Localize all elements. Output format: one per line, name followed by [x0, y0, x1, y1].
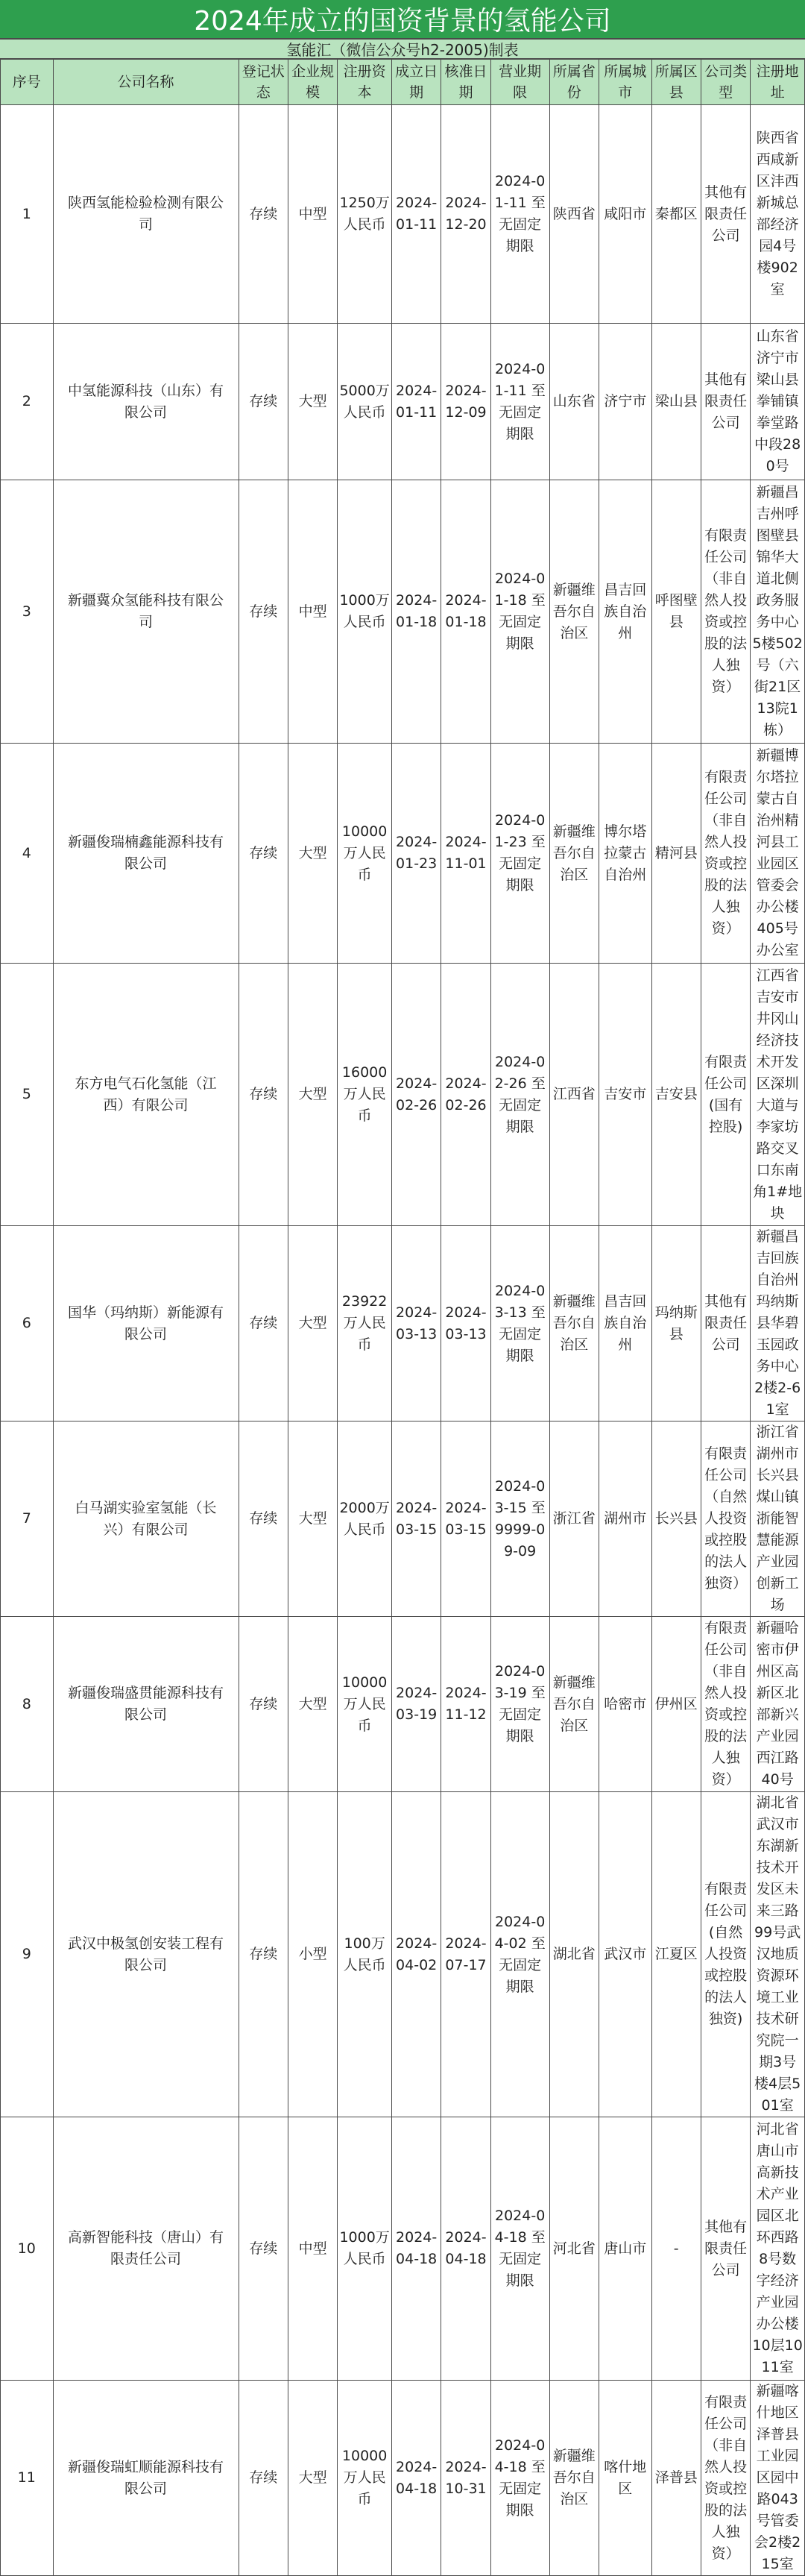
cell-approved: 2024-03-13	[441, 1226, 490, 1421]
table-row	[1, 1226, 805, 1421]
cell-city: 咸阳市	[599, 105, 651, 324]
col-header-approved: 核准日期	[441, 60, 490, 105]
cell-status: 存续	[239, 2381, 288, 2576]
cell-province: 新疆维吾尔自治区	[549, 1226, 599, 1421]
cell-name: 国华（玛纳斯）新能源有限公司	[53, 1226, 239, 1421]
col-header-province: 所属省份	[549, 60, 599, 105]
cell-capital: 10000万人民币	[338, 744, 392, 964]
cell-approved: 2024-02-26	[441, 964, 490, 1226]
cell-status: 存续	[239, 105, 288, 324]
cell-approved: 2024-03-15	[441, 1421, 490, 1617]
cell-district: 泽普县	[651, 2381, 701, 2576]
cell-founded: 2024-01-11	[391, 324, 441, 480]
table-row	[1, 2117, 805, 2381]
cell-no: 2	[1, 324, 54, 480]
cell-district: 精河县	[651, 744, 701, 964]
cell-scale: 大型	[288, 744, 337, 964]
cell-no: 7	[1, 1421, 54, 1617]
cell-status: 存续	[239, 480, 288, 744]
cell-city: 唐山市	[599, 2117, 651, 2381]
cell-term: 2024-03-19 至 无固定期限	[490, 1617, 549, 1792]
cell-approved: 2024-12-09	[441, 324, 490, 480]
cell-capital: 16000万人民币	[338, 964, 392, 1226]
table-title: 2024年成立的国资背景的氢能公司	[0, 0, 805, 40]
cell-founded: 2024-01-23	[391, 744, 441, 964]
cell-address: 新疆哈密市伊州区高新区北部新兴产业园西江路40号	[751, 1617, 805, 1792]
cell-name: 高新智能科技（唐山）有限责任公司	[53, 2117, 239, 2381]
col-header-city: 所属城市	[599, 60, 651, 105]
cell-scale: 中型	[288, 480, 337, 744]
cell-province: 浙江省	[549, 1421, 599, 1617]
cell-capital: 1000万人民币	[338, 480, 392, 744]
cell-term: 2024-04-18 至 无固定期限	[490, 2381, 549, 2576]
cell-scale: 大型	[288, 1421, 337, 1617]
cell-address: 江西省吉安市井冈山经济技术开发区深圳大道与李家坊路交叉口东南角1#地块	[751, 964, 805, 1226]
cell-province: 新疆维吾尔自治区	[549, 2381, 599, 2576]
cell-founded: 2024-04-18	[391, 2117, 441, 2381]
cell-address: 新疆喀什地区泽普县工业园区园中路043号管委会2楼215室	[751, 2381, 805, 2576]
cell-name: 武汉中极氢创安装工程有限公司	[53, 1792, 239, 2117]
cell-capital: 23922万人民币	[338, 1226, 392, 1421]
col-header-district: 所属区县	[651, 60, 701, 105]
cell-approved: 2024-07-17	[441, 1792, 490, 2117]
cell-name: 新疆俊瑞虹顺能源科技有限公司	[53, 2381, 239, 2576]
cell-capital: 1000万人民币	[338, 2117, 392, 2381]
cell-founded: 2024-03-19	[391, 1617, 441, 1792]
cell-founded: 2024-04-02	[391, 1792, 441, 2117]
cell-founded: 2024-03-13	[391, 1226, 441, 1421]
cell-status: 存续	[239, 1617, 288, 1792]
cell-term: 2024-01-11 至 无固定期限	[490, 105, 549, 324]
cell-term: 2024-01-23 至 无固定期限	[490, 744, 549, 964]
cell-province: 江西省	[549, 964, 599, 1226]
cell-scale: 中型	[288, 2117, 337, 2381]
cell-address: 山东省济宁市梁山县拳铺镇拳堂路中段280号	[751, 324, 805, 480]
table-row	[1, 324, 805, 480]
cell-no: 4	[1, 744, 54, 964]
cell-founded: 2024-01-18	[391, 480, 441, 744]
table-row	[1, 1421, 805, 1617]
table-row	[1, 1617, 805, 1792]
cell-city: 济宁市	[599, 324, 651, 480]
cell-capital: 1250万人民币	[338, 105, 392, 324]
cell-name: 白马湖实验室氢能（长兴）有限公司	[53, 1421, 239, 1617]
cell-term: 2024-01-11 至 无固定期限	[490, 324, 549, 480]
col-header-no: 序号	[1, 60, 54, 105]
col-header-address: 注册地址	[751, 60, 805, 105]
cell-no: 11	[1, 2381, 54, 2576]
cell-founded: 2024-01-11	[391, 105, 441, 324]
cell-status: 存续	[239, 964, 288, 1226]
cell-district: 长兴县	[651, 1421, 701, 1617]
cell-type: 有限责任公司（自然人投资或控股的法人独资）	[701, 1421, 750, 1617]
cell-no: 1	[1, 105, 54, 324]
cell-type: 其他有限责任公司	[701, 2117, 750, 2381]
table-subtitle: 氢能汇（微信公众号h2-2005)制表	[0, 40, 805, 59]
cell-address: 新疆昌吉回族自治州玛纳斯县华碧玉园政务中心2楼2-61室	[751, 1226, 805, 1421]
cell-type: 有限责任公司(国有控股)	[701, 964, 750, 1226]
cell-address: 新疆昌吉州呼图壁县锦华大道北侧政务服务中心5楼502号（六街21区13院1栋）	[751, 480, 805, 744]
col-header-scale: 企业规模	[288, 60, 337, 105]
cell-term: 2024-03-15 至 9999-09-09	[490, 1421, 549, 1617]
header-row	[1, 60, 805, 105]
cell-term: 2024-02-26 至 无固定期限	[490, 964, 549, 1226]
cell-approved: 2024-04-18	[441, 2117, 490, 2381]
cell-city: 武汉市	[599, 1792, 651, 2117]
col-header-name: 公司名称	[53, 60, 239, 105]
cell-capital: 10000万人民币	[338, 1617, 392, 1792]
cell-no: 5	[1, 964, 54, 1226]
col-header-type: 公司类型	[701, 60, 750, 105]
cell-city: 博尔塔拉蒙古自治州	[599, 744, 651, 964]
table-row	[1, 105, 805, 324]
col-header-founded: 成立日期	[391, 60, 441, 105]
cell-status: 存续	[239, 1792, 288, 2117]
cell-scale: 大型	[288, 1226, 337, 1421]
cell-status: 存续	[239, 2117, 288, 2381]
cell-term: 2024-01-18 至 无固定期限	[490, 480, 549, 744]
cell-address: 浙江省湖州市长兴县煤山镇浙能智慧能源产业园创新工场	[751, 1421, 805, 1617]
cell-city: 湖州市	[599, 1421, 651, 1617]
cell-founded: 2024-02-26	[391, 964, 441, 1226]
cell-type: 其他有限责任公司	[701, 105, 750, 324]
cell-type: 有限责任公司（非自然人投资或控股的法人独资）	[701, 2381, 750, 2576]
cell-status: 存续	[239, 324, 288, 480]
table-row	[1, 2381, 805, 2576]
cell-district: 呼图壁县	[651, 480, 701, 744]
cell-type: 有限责任公司（非自然人投资或控股的法人独资）	[701, 480, 750, 744]
cell-status: 存续	[239, 1421, 288, 1617]
cell-scale: 中型	[288, 105, 337, 324]
cell-district: 伊州区	[651, 1617, 701, 1792]
cell-status: 存续	[239, 1226, 288, 1421]
cell-no: 8	[1, 1617, 54, 1792]
cell-district: 江夏区	[651, 1792, 701, 2117]
cell-capital: 5000万人民币	[338, 324, 392, 480]
cell-term: 2024-03-13 至 无固定期限	[490, 1226, 549, 1421]
cell-type: 有限责任公司（非自然人投资或控股的法人独资）	[701, 1617, 750, 1792]
cell-no: 6	[1, 1226, 54, 1421]
cell-province: 河北省	[549, 2117, 599, 2381]
col-header-capital: 注册资本	[338, 60, 392, 105]
cell-type: 有限责任公司(自然人投资或控股的法人独资)	[701, 1792, 750, 2117]
cell-district: -	[651, 2117, 701, 2381]
cell-city: 昌吉回族自治州	[599, 1226, 651, 1421]
cell-name: 东方电气石化氢能（江西）有限公司	[53, 964, 239, 1226]
cell-scale: 大型	[288, 2381, 337, 2576]
cell-name: 新疆俊瑞楠鑫能源科技有限公司	[53, 744, 239, 964]
cell-capital: 100万人民币	[338, 1792, 392, 2117]
cell-province: 山东省	[549, 324, 599, 480]
col-header-status: 登记状态	[239, 60, 288, 105]
cell-scale: 大型	[288, 1617, 337, 1792]
cell-scale: 大型	[288, 964, 337, 1226]
cell-name: 新疆冀众氢能科技有限公司	[53, 480, 239, 744]
cell-district: 秦都区	[651, 105, 701, 324]
cell-status: 存续	[239, 744, 288, 964]
cell-province: 新疆维吾尔自治区	[549, 744, 599, 964]
cell-province: 陕西省	[549, 105, 599, 324]
cell-term: 2024-04-02 至 无固定期限	[490, 1792, 549, 2117]
cell-name: 中氢能源科技（山东）有限公司	[53, 324, 239, 480]
cell-scale: 小型	[288, 1792, 337, 2117]
company-table	[0, 59, 805, 2576]
cell-no: 10	[1, 2117, 54, 2381]
cell-name: 新疆俊瑞盛贯能源科技有限公司	[53, 1617, 239, 1792]
cell-approved: 2024-10-31	[441, 2381, 490, 2576]
table-row	[1, 964, 805, 1226]
cell-city: 昌吉回族自治州	[599, 480, 651, 744]
cell-district: 梁山县	[651, 324, 701, 480]
cell-founded: 2024-03-15	[391, 1421, 441, 1617]
cell-city: 吉安市	[599, 964, 651, 1226]
cell-founded: 2024-04-18	[391, 2381, 441, 2576]
cell-no: 3	[1, 480, 54, 744]
cell-no: 9	[1, 1792, 54, 2117]
cell-address: 陕西省西咸新区沣西新城总部经济园4号楼902室	[751, 105, 805, 324]
cell-capital: 10000万人民币	[338, 2381, 392, 2576]
cell-address: 新疆博尔塔拉蒙古自治州精河县工业园区管委会办公楼405号办公室	[751, 744, 805, 964]
table-row	[1, 744, 805, 964]
cell-type: 有限责任公司（非自然人投资或控股的法人独资）	[701, 744, 750, 964]
table-row	[1, 480, 805, 744]
cell-city: 喀什地区	[599, 2381, 651, 2576]
cell-capital: 2000万人民币	[338, 1421, 392, 1617]
cell-approved: 2024-11-01	[441, 744, 490, 964]
cell-scale: 大型	[288, 324, 337, 480]
cell-term: 2024-04-18 至 无固定期限	[490, 2117, 549, 2381]
cell-province: 新疆维吾尔自治区	[549, 1617, 599, 1792]
cell-province: 湖北省	[549, 1792, 599, 2117]
cell-city: 哈密市	[599, 1617, 651, 1792]
col-header-term: 营业期限	[490, 60, 549, 105]
table-row	[1, 1792, 805, 2117]
cell-address: 湖北省武汉市东湖新技术开发区未来三路99号武汉地质资源环境工业技术研究院一期3号楼4层501室	[751, 1792, 805, 2117]
cell-province: 新疆维吾尔自治区	[549, 480, 599, 744]
cell-approved: 2024-12-20	[441, 105, 490, 324]
cell-name: 陕西氢能检验检测有限公司	[53, 105, 239, 324]
cell-type: 其他有限责任公司	[701, 324, 750, 480]
cell-district: 吉安县	[651, 964, 701, 1226]
cell-district: 玛纳斯县	[651, 1226, 701, 1421]
cell-approved: 2024-11-12	[441, 1617, 490, 1792]
cell-address: 河北省唐山市高新技术产业园区北环西路8号数字经济产业园办公楼10层1011室	[751, 2117, 805, 2381]
cell-type: 其他有限责任公司	[701, 1226, 750, 1421]
cell-approved: 2024-01-18	[441, 480, 490, 744]
